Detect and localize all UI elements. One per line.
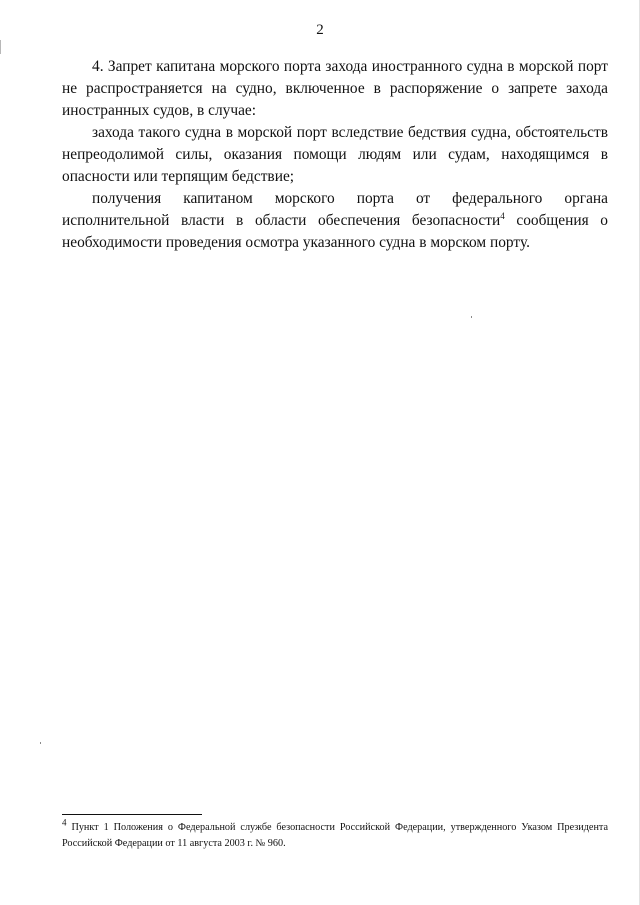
document-body [62,56,608,254]
footnote [62,817,608,852]
footnote-separator [62,814,202,815]
footnote-text: Пункт 1 Положения о Федеральной службе безопасности Российской Федерации, утвержденного Указом Президента Российской Федерации от 11 августа 2003 г. № 960. [62,822,608,849]
paragraph-distress-case: захода такого судна в морской порт вследствие бедствия судна, обстоятельств непреодолимой силы, оказания помощи людям или судам, находящимся в опасности или терпящим бедствие; [62,124,608,185]
paragraph-text-before-ref: получения капитаном морского порта от федерального органа исполнительной власти в области обеспечения безопасности [62,190,608,229]
page-number: 2 [316,22,324,38]
footnote-reference: 4 [500,210,505,221]
footnote-marker: 4 [62,817,67,828]
scan-speck [40,742,41,744]
paragraph-article-4: 4. Запрет капитана морского порта захода иностранного судна в морской порт не распространяется на судно, включенное в распоряжение о запрете захода иностранных судов, в случае: [62,58,608,119]
scan-edge-left [0,40,1,54]
paragraph-text-after-ref: сообщения о необходимости проведения осмотра указанного судна в морском порту. [62,212,608,251]
scan-speck [471,316,472,318]
paragraph-inspection-case [62,188,608,254]
